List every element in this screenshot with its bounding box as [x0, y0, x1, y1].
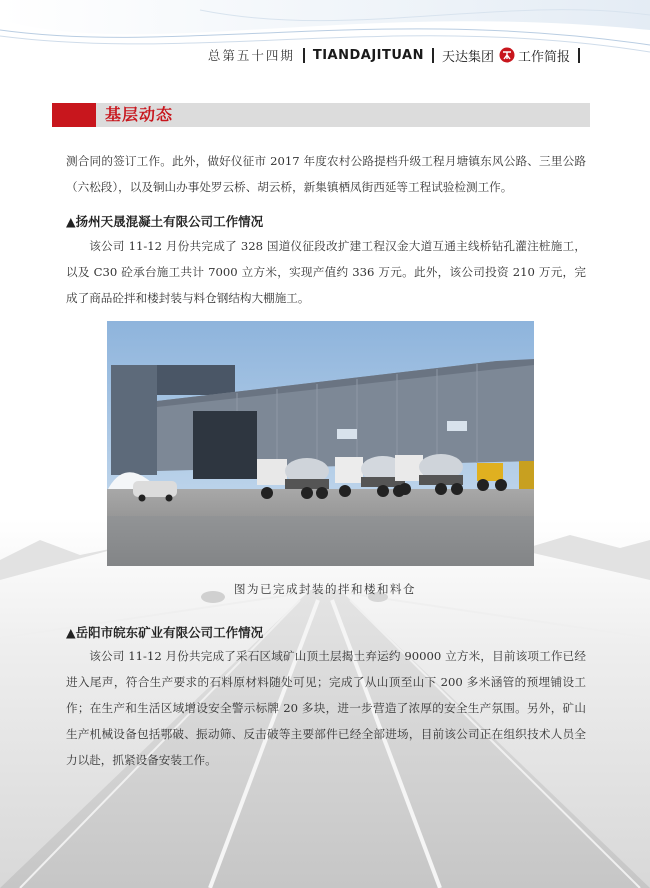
section-accent-block: [52, 103, 96, 127]
company2-heading: ▲岳阳市皖东矿业有限公司工作情况: [66, 625, 264, 640]
top-wave-decoration: [0, 0, 650, 80]
section-title-bar: [52, 103, 590, 127]
plant-photo: [107, 321, 534, 566]
plant-photo-illustration: [107, 321, 534, 566]
brand-english-name: TIANDAJITUAN: [312, 47, 424, 63]
company1-heading: ▲扬州天晟混凝土有限公司工作情况: [66, 214, 264, 229]
tianda-logo-icon: [499, 47, 515, 63]
header-divider: [303, 48, 305, 63]
section-title: 基层动态: [105, 105, 174, 124]
issue-number: 总第五十四期: [207, 48, 295, 63]
company1-paragraph: 该公司 11-12 月份共完成了 328 国道仪征段改扩建工程汉金大道互通主线桥钻孔灌注桩施工，以及 C30 砼承台施工共计 7000 立方米，实现产值约 336 万元。此外，该公司投资 210 万元，完成了商品砼拌和楼封装与料仓钢结构大棚施工。: [66, 239, 586, 305]
intro-paragraph: 测合同的签订工作。此外，做好仪征市 2017 年度农村公路提档升级工程月塘镇东风公路、三里公路（六松段），以及铜山办事处罗云桥、胡云桥，新集镇栖凤街西延等工程试验检测工作。: [66, 154, 586, 194]
company2-paragraph: 该公司 11-12 月份共完成了采石区域矿山顶土层揭土弃运约 90000 立方米，目前该项工作已经进入尾声，符合生产要求的石料原材料随处可见；完成了从山顶至山下 200 多米涵管的预埋铺设工作；在生产和生活区域增设安全警示标牌 20 多块，进一步营造了浓厚的安全生产氛围。另外，矿山生产机械设备包括鄂破、振动筛、反击破等主要部件已经全部进场，目前该公司正在组织技术人员全力以赴，抓紧设备安装工作。: [66, 649, 586, 767]
page-header: [208, 44, 588, 66]
group-name: 天达集团: [441, 49, 494, 65]
header-divider: [432, 48, 434, 63]
header-divider: [578, 48, 580, 63]
report-name: 工作简报: [517, 49, 570, 65]
photo-caption: 图为已完成封装的拌和楼和料仓: [234, 582, 416, 596]
